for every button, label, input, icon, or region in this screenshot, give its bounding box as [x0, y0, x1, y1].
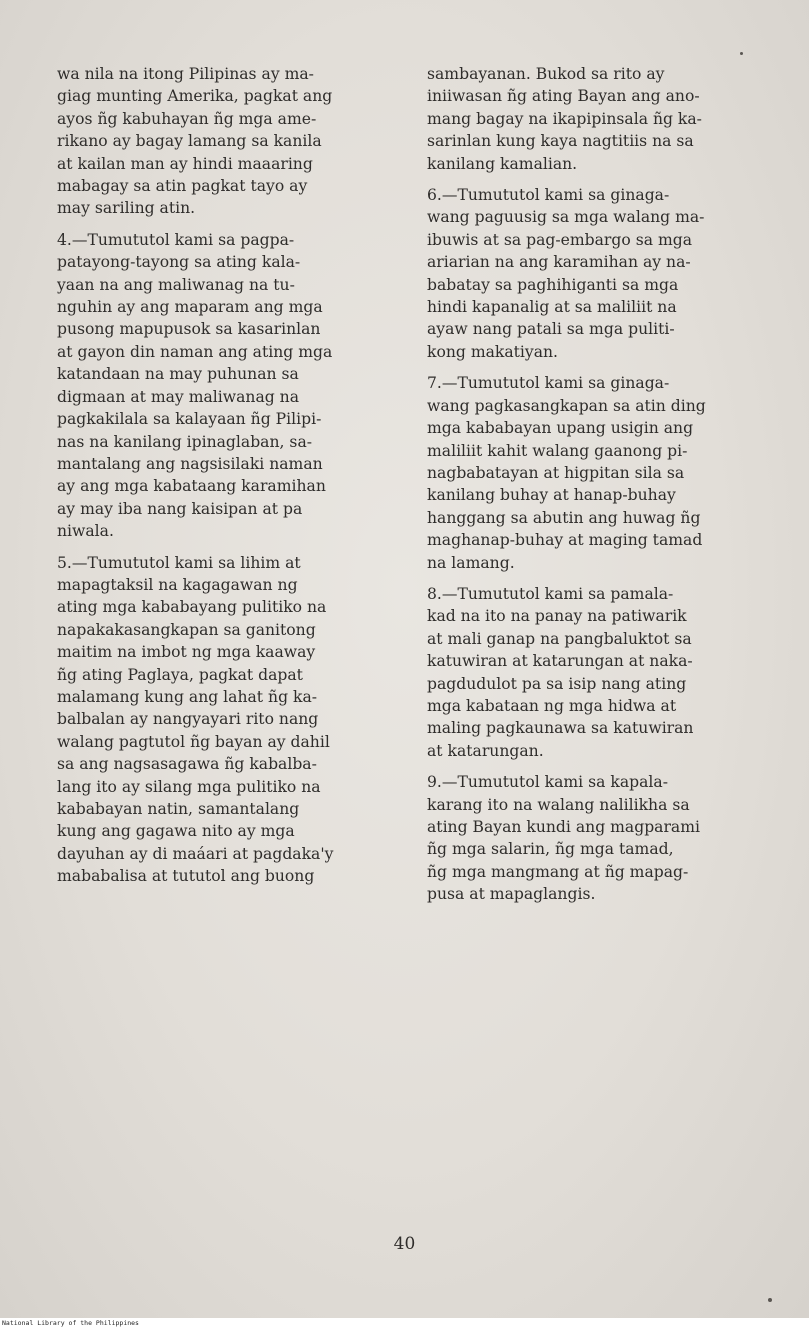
left-column	[57, 63, 389, 897]
page-number: 40	[393, 1234, 416, 1254]
paragraph-6: 6.—Tumututol kami sa ginaga- wang paguusig sa mga walang ma- ibuwis at sa pag-embargo sa mga ariarian na ang karamihan ay na- babatay sa paghihiganti sa mga hindi kapanalig at sa maliliit na ayaw nang patali sa mga puliti- kong makatiyan.	[427, 186, 705, 361]
paragraph-5: 5.—Tumututol kami sa lihim at mapagtaksil na kagagawan ng ating mga kababayang pulitiko na napakakasangkapan sa ganitong maitim na imbot ng mga kaaway ñg ating Paglaya, pagkat dapat malamang kung ang lahat ñg ka- balbalan ay nangyayari rito nang walang pagtutol ñg bayan ay dahil sa ang nagsasagawa ñg kabalba- lang ito ay silang mga pulitiko na kababayan natin, samantalang kung ang gagawa nito ay mga dayuhan ay di maáari at pagdaka'y mababalisa at tututol ang buong	[57, 553, 334, 886]
paragraph-5-continuation: sambayanan. Bukod sa rito ay iniiwasan ñg ating Bayan ang ano- mang bagay na ikapipinsala ñg ka- sarinlan kung kaya nagtitiis na sa kanilang kamalian.	[427, 65, 702, 173]
library-credit: National Library of the Philippines	[2, 1319, 139, 1327]
ink-speck	[740, 52, 743, 55]
paragraph-7: 7.—Tumututol kami sa ginaga- wang pagkasangkapan sa atin ding mga kababayan upang usigin ang maliliit kahit walang gaanong pi- nagbabatayan at higpitan sila sa kanilang buhay at hanap-buhay hanggang sa abutin ang huwag ñg maghanap-buhay at maging tamad na lamang.	[427, 374, 706, 572]
paragraph-continuation: wa nila na itong Pilipinas ay ma- giag munting Amerika, pagkat ang ayos ñg kabuhayan ñg mga ame- rikano ay bagay lamang sa kanila at kailan man ay hindi maaaring mabagay sa atin pagkat tayo ay may sariling atin.	[57, 65, 333, 218]
paragraph-4: 4.—Tumututol kami sa pagpa- patayong-tayong sa ating kala- yaan na ang maliwanag na tu- nguhin ay ang maparam ang mga pusong mapupusok sa kasarinlan at gayon din naman ang ating mga katandaan na may puhunan sa digmaan at may maliwanag na pagkakilala sa kalayaan ñg Pilipi- nas na kanilang ipinaglaban, sa- mantalang ang nagsisilaki naman ay ang mga kabataang karamihan ay may iba nang kaisipan at pa niwala.	[57, 230, 333, 541]
paragraph-9: 9.—Tumututol kami sa kapala- karang ito na walang nalilikha sa ating Bayan kundi ang magparami ñg mga salarin, ñg mga tamad, ñg mga mangmang at ñg mapag- pusa at mapaglangis.	[427, 773, 701, 904]
ink-speck	[768, 1298, 772, 1302]
right-column	[427, 63, 759, 915]
paragraph-8: 8.—Tumututol kami sa pamala- kad na ito na panay na patiwarik at mali ganap na pangbaluktot sa katuwiran at katarungan at naka- pagdudulot pa sa isip nang ating mga kabataan ng mga hidwa at maling pagkaunawa sa katuwiran at katarungan.	[427, 584, 694, 760]
